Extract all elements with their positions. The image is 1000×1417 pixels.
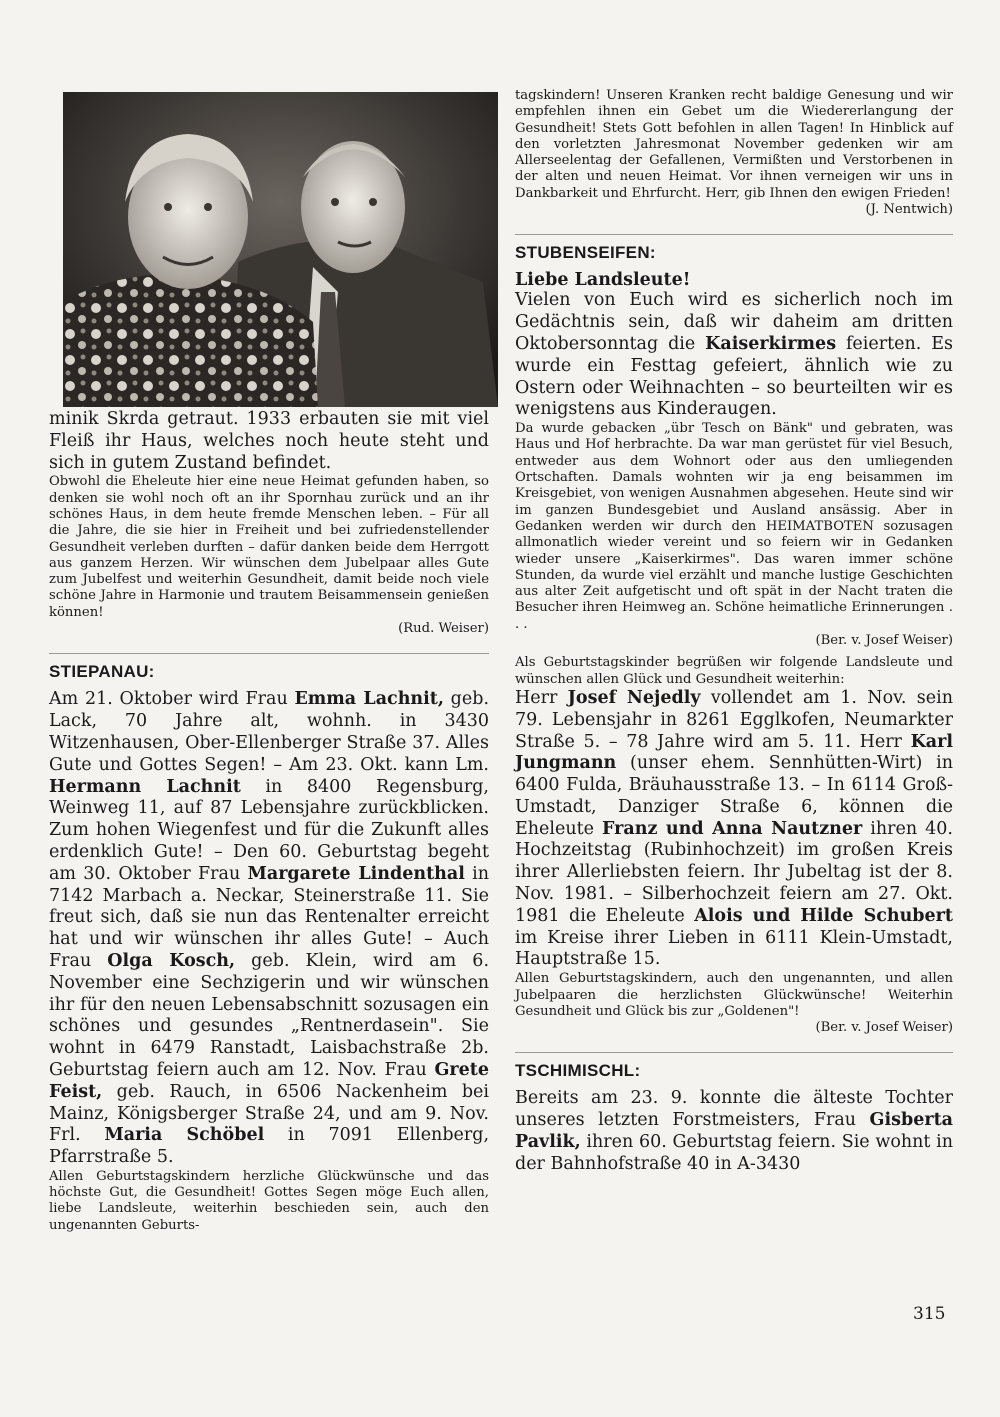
stiepanau-birthdays-paragraph: Am 21. Oktober wird Frau Emma Lachnit, geb. Lack, 70 Jahre alt, wohnh. in 3430 Witzenhausen, Ober-Ellenberger Straße 37. Alles Gute und Gottes Segen! – Am 23. Okt. kann Lm. Hermann Lachnit in 8400 Regensburg, Weinweg 11, auf 87 Lebensjahre zurückblicken. Zum hohen Wiegenfest und für die Zukunft alles erdenklich Gute! – Den 60. Geburtstag begeht am 30. Oktober Frau Margarete Lindenthal in 7142 Marbach a. Neckar, Steinerstraße 11. Sie freut sich, daß sie nun das Rentenalter erreicht hat und wir wünschen ihr alles Gute! – Auch Frau Olga Kosch, geb. Klein, wird am 6. November eine Sechzigerin und wir wünschen ihr für den neuen Lebensabschnitt sozusagen ein schönes und gesundes „Rentnerdasein". Sie wohnt in 6479 Ranstadt, Laisbachstraße 2b. Geburtstag feiern auch am 12. Nov. Frau Grete Feist, geb. Rauch, in 6506 Nackenheim bei Mainz, Königsberger Straße 24, und am 9. Nov. Frl. Maria Schöbel in 7091 Ellenberg, Pfarrstraße 5. [49,689,490,1168]
greeting-subheading: Liebe Landsleute! [515,270,691,291]
kaiserkirmes-memories-paragraph [515,421,953,649]
stubenseifen-birthdays-paragraph: Herr Josef Nejedly vollendet am 1. Nov. sein 79. Lebensjahr in 8261 Egglkofen, Neumarkter Straße 5. – 78 Jahre wird am 5. 11. Herr Karl Jungmann (unser ehem. Sennhütten-Wirt) in 6400 Fulda, Bräuhausstraße 13. – In 6114 Groß-Umstadt, Danziger Straße 6, können die Eheleute Franz und Anna Nautzner ihren 40. Hochzeitstag (Rubinhochzeit) im großen Kreis ihrer Allerliebsten feiern. Ihr Jubeltag ist der 8. Nov. 1981. – Silberhochzeit feiern am 27. Okt. 1981 die Eheleute Alois und Hilde Schubert im Kreise ihrer Lieben in 6111 Klein-Umstadt, Hauptstraße 15. [515,687,953,970]
left-jubilee-text: Obwohl die Eheleute hier eine neue Heimat gefunden haben, so denken sie wohl noch oft an ihr Spornhau zurück und an ihr schönes Haus, in dem heute fremde Menschen leben. – Für all die Jahre, die sie hier in Freiheit und bei zufriedenstellender Gesundheit verleben durften – dafür danken beide dem Herrgott aus ganzem Herzen. Wir wünschen dem Jubelpaar alles Gute zum Jubelfest und weiterhin Gesundheit, damit beide noch viele schöne Jahre in Harmonie und trautem Beisammensein genießen können! [49,474,489,620]
person-name: Maria Schöbel [104,1125,265,1146]
person-name: Hermann Lachnit [49,776,241,797]
person-name: Olga Kosch, [107,950,236,971]
couple-photo [63,92,498,407]
right-continuation-text: tagskindern! Unseren Kranken recht baldige Genesung und wir empfehlen ihnen ein Gebet um die Wiedererlangung der Gesundheit! Stets Gott befohlen in allen Tagen! In Hinblick auf den vorletzten Jahresmonat November gedenken wir am Allerseelentag der Gefallenen, Vermißten und Verstorbenen in der alten und neuen Heimat. Vor ihnen verneigen wir uns in Dankbarkeit und Ehrfurcht. Herr, gib Ihnen den ewigen Frieden! [515,88,953,201]
section-heading-stiepanau: STIEPANAU: [49,653,489,682]
kaiserkirmes-signature: (Ber. v. Josef Weiser) [815,633,953,649]
left-intro-paragraph: minik Skrda getraut. 1933 erbauten sie mit viel Fleiß ihr Haus, welches noch heute steht und sich in gutem Zustand befindet. [49,409,489,473]
person-name: Franz und Anna Nautzner [602,818,863,839]
tschimischl-paragraph: Bereits am 23. 9. konnte die älteste Tochter unseres letzten Forstmeisters, Frau Gisberta Pavlik, ihren 60. Geburtstag feiern. Sie wohnt in der Bahnhofstraße 40 in A-3430 [515,1088,953,1174]
left-jubilee-signature: (Rud. Weiser) [398,621,489,637]
left-jubilee-paragraph [49,474,489,637]
right-column [515,88,953,1176]
right-continuation-signature: (J. Nentwich) [865,202,953,218]
left-column [49,92,489,1234]
person-name: Margarete Lindenthal [247,863,465,884]
person-name: Josef Nejedly [567,687,701,708]
person-name: Grete Feist, [49,1059,489,1102]
person-name: Gisberta Pavlik, [515,1110,953,1153]
stubenseifen-closing-text: Allen Geburtstagskindern, auch den ungenannten, und allen Jubelpaaren die herzlichsten Glückwünsche! Weiterhin Gesundheit und Glück bis zur „Goldenen"! [515,971,953,1019]
stiepanau-closing-paragraph: Allen Geburtstagskindern herzliche Glückwünsche und das höchste Gut, die Gesundheit! Gottes Segen möge Euch allen, liebe Landsleute, weiterhin beschieden sein, auch den ungenannten Geburts- [49,1168,489,1233]
stubenseifen-closing-signature: (Ber. v. Josef Weiser) [815,1020,953,1036]
couple-photo-image [63,92,498,407]
page-number: 315 [913,1304,946,1324]
right-continuation-paragraph [515,88,953,218]
section-heading-tschimischl: TSCHIMISCHL: [515,1052,953,1081]
person-name: Emma Lachnit, [294,689,444,710]
birthday-intro-paragraph: Als Geburtstagskinder begrüßen wir folgende Landsleute und wünschen allen Glück und Gesundheit weiterhin: [515,655,953,687]
kaiserkirmes-intro-paragraph: Vielen von Euch wird es sicherlich noch im Gedächtnis sein, daß wir daheim am dritten Oktobersonntag die Kaiserkirmes feierten. Es wurde ein Festtag gefeiert, ähnlich wie zu Ostern oder Weihnachten – so beurteilten wir es wenigstens aus Kinderaugen. [515,290,953,420]
stubenseifen-closing-paragraph [515,971,953,1036]
person-name: Karl Jungmann [515,731,953,774]
section-heading-stubenseifen: STUBENSEIFEN: [515,234,953,263]
kaiserkirmes-memories-text: Da wurde gebacken „übr Tesch on Bänk" und gebraten, was Haus und Hof herbrachte. Da war man gerüstet für viel Besuch, entweder aus dem Wohnort oder aus den umliegenden Ortschaften. Damals wohnten wir ja eng beisammen im Kreisgebiet, von wenigen Ausnahmen abgesehen. Heute sind wir im ganzen Bundesgebiet und Ausland ansässig. Aber in Gedanken werden wir durch den HEIMATBOTEN sozusagen allmonatlich wieder vereint und so feiern wir in Gedanken wieder unsere „Kaiserkirmes". Das waren immer schöne Stunden, da wurde viel erzählt und manche lustige Geschichten aus alter Zeit aufgetischt und oft spät in der Nacht traten die Besucher ihren Heimweg an. Schöne heimatliche Erinnerungen . . . [515,421,953,632]
person-name: Alois und Hilde Schubert [694,905,953,926]
event-name: Kaiserkirmes [705,333,837,354]
